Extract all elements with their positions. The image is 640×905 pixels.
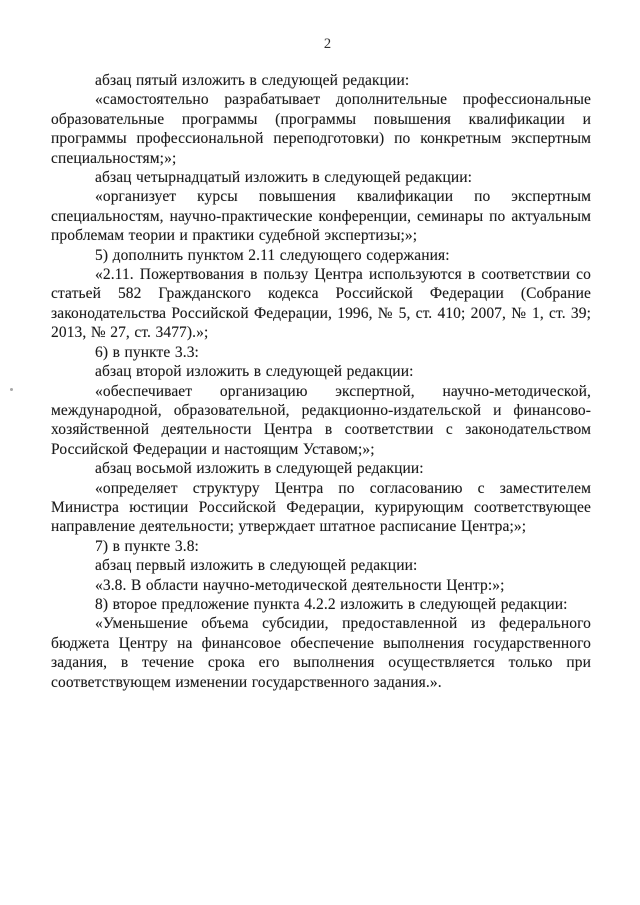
paragraph-12: 7) в пункте 3.8: [95, 537, 199, 555]
paragraph-3: абзац четырнадцатый изложить в следующей редакции: [95, 169, 473, 187]
scan-speckle [10, 388, 13, 391]
paragraph-4: «организует курсы повышения квалификации по экспертным специальностям, научно-практические конференции, семинары по актуальным проблемам теории и практики судебной экспертизы;»; [51, 188, 591, 245]
paragraph-6: «2.11. Пожертвования в пользу Центра используются в соответствии со статьей 582 Гражданского кодекса Российской Федерации (Собрание законодательства Российской Федерации, 1996, № 5, ст. 410; 2007, № 1, ст. 39; 2013, № 27, ст. 3477).»; [51, 266, 591, 342]
paragraph-8: абзац второй изложить в следующей редакции: [95, 363, 414, 381]
paragraph-7: 6) в пункте 3.3: [95, 343, 199, 361]
paragraph-5: 5) дополнить пунктом 2.11 следующего содержания: [95, 246, 450, 264]
paragraph-13: абзац первый изложить в следующей редакции: [95, 557, 418, 575]
paragraph-14: «3.8. В области научно-методической деятельности Центр:»; [95, 576, 505, 594]
page-number: 2 [323, 36, 332, 52]
paragraph-1: абзац пятый изложить в следующей редакции: [95, 72, 410, 89]
document-body [51, 71, 591, 692]
paragraph-2: «самостоятельно разрабатывает дополнительные профессиональные образовательные программы (программы повышения квалификации и программы профессиональной переподготовки) по конкретным экспертным специальностям;»; [51, 91, 591, 167]
paragraph-10: абзац восьмой изложить в следующей редакции: [95, 460, 424, 478]
paragraph-15: 8) второе предложение пункта 4.2.2 изложить в следующей редакции: [95, 595, 568, 613]
paragraph-11: «определяет структуру Центра по согласованию с заместителем Министра юстиции Российской Федерации, курирующим соответствующее направление деятельности; утверждает штатное расписание Центра;»; [51, 479, 591, 536]
paragraph-9: «обеспечивает организацию экспертной, научно-методической, международной, образовательной, редакционно-издательской и финансово-хозяйственной деятельности Центра в соответствии с законодательством Российской Федерации и настоящим Уставом;»; [51, 382, 591, 458]
paragraph-16: «Уменьшение объема субсидии, предоставленной из федерального бюджета Центру на финансовое обеспечение выполнения государственного задания, в течение срока его выполнения осуществляется только при соответствующем изменении государственного задания.». [51, 615, 591, 691]
